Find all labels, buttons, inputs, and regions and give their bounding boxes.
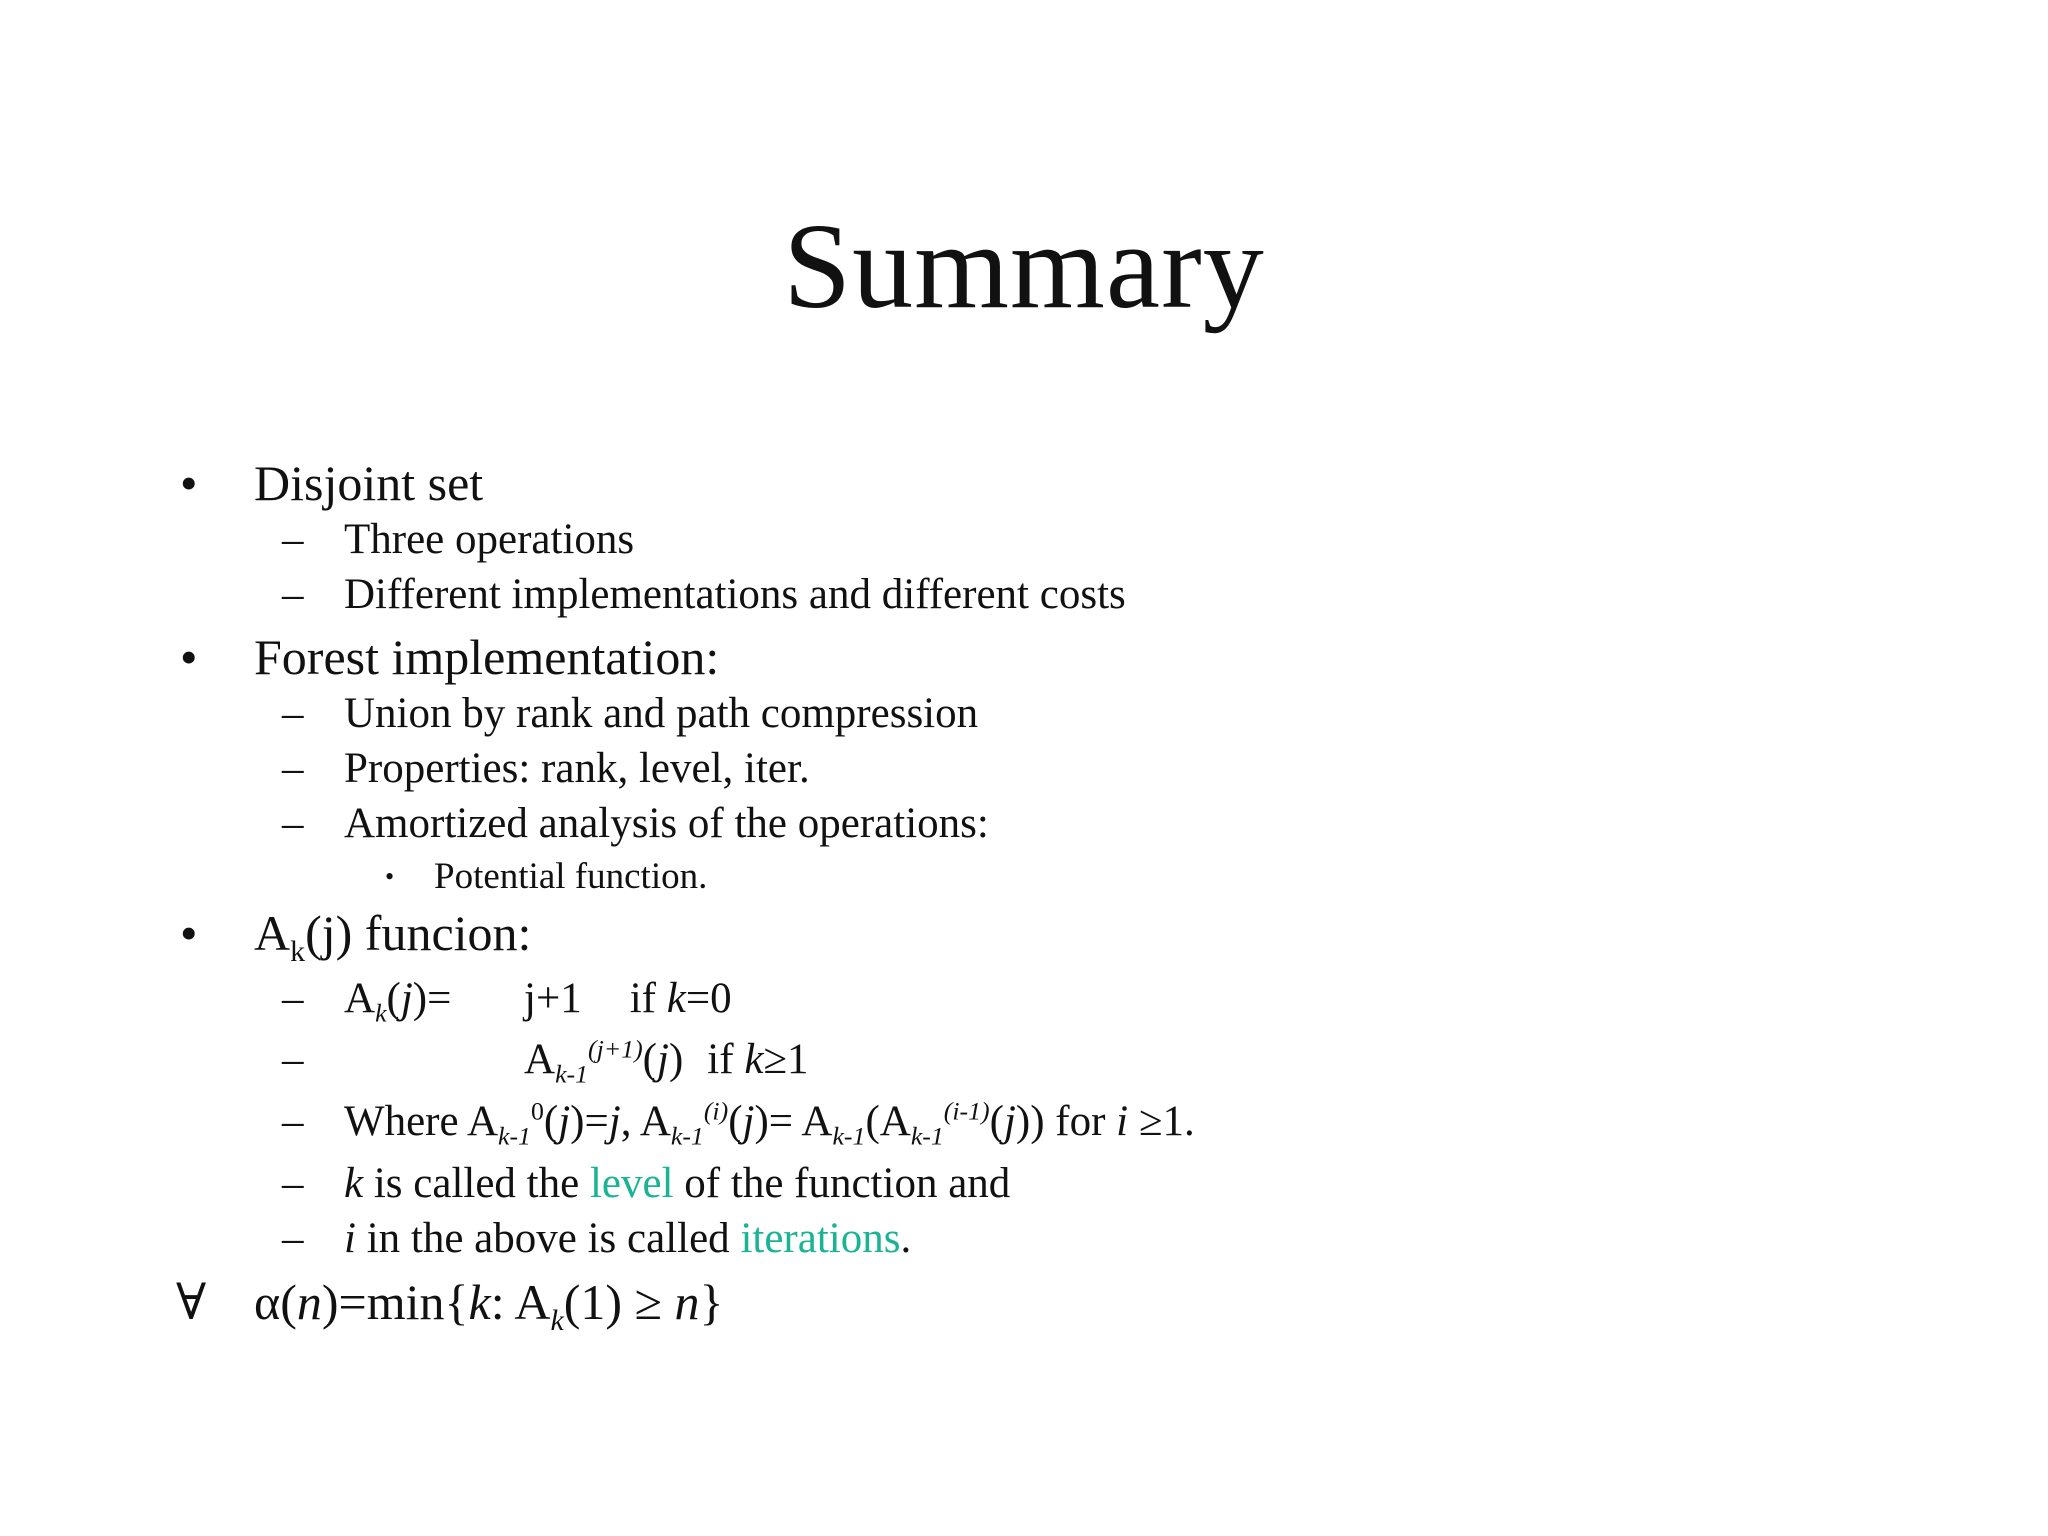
case0-cond-rest: =0: [685, 975, 732, 1022]
formula-case-0-rhs: [524, 977, 732, 1020]
alpha-n: n: [296, 1274, 322, 1330]
where-part: (: [543, 1098, 559, 1145]
alpha-part: (1) ≥: [563, 1274, 675, 1330]
alpha-sub-k: k: [550, 1304, 564, 1337]
dash-marker: –: [282, 571, 304, 618]
dash-marker: –: [282, 745, 304, 792]
where-part: )=: [570, 1098, 609, 1145]
alpha-part: }: [699, 1274, 724, 1330]
iter-post: .: [900, 1215, 912, 1262]
bullet-marker: •: [180, 629, 198, 685]
item-union-by-rank: Union by rank and path compression: [344, 690, 979, 737]
where-part: (: [989, 1098, 1004, 1145]
bullet-marker: •: [180, 455, 198, 511]
dash-marker: –: [282, 1215, 304, 1262]
dash-marker: –: [282, 690, 304, 737]
alpha-part: )=min{: [321, 1274, 469, 1330]
alpha-k: k: [468, 1274, 491, 1330]
case0-a: A: [344, 975, 376, 1022]
formula-where: [344, 1096, 1195, 1151]
where-sup: (i): [703, 1096, 729, 1126]
where-j: j: [608, 1098, 621, 1145]
case1-if: if: [707, 1036, 745, 1083]
item-ak-function-heading: [254, 905, 532, 968]
bullet-marker: •: [385, 862, 395, 891]
where-part: )= A: [754, 1098, 833, 1145]
where-sub: k-1: [832, 1121, 866, 1151]
where-sup: 0: [530, 1096, 544, 1126]
where-sup: (i-1): [943, 1096, 990, 1126]
item-disjoint-set: Disjoint set: [254, 455, 484, 511]
dash-marker: –: [282, 1036, 304, 1083]
dash-marker: –: [282, 516, 304, 563]
iter-i: i: [344, 1215, 356, 1262]
case0-value: j+1: [524, 975, 582, 1022]
formula-case-0-lhs: [344, 975, 452, 1028]
dash-marker: –: [282, 1160, 304, 1207]
level-post: of the function and: [673, 1160, 1011, 1207]
where-part: , A: [620, 1098, 671, 1145]
case1-close: ): [668, 1036, 684, 1083]
formula-case-1: [524, 1034, 809, 1089]
alpha-n: n: [674, 1274, 700, 1330]
case1-j: j: [657, 1036, 669, 1083]
level-highlight: level: [589, 1160, 674, 1207]
alpha-part: : A: [490, 1274, 551, 1330]
where-part: )) for: [1015, 1098, 1117, 1145]
iter-highlight: iterations: [740, 1215, 901, 1262]
case0-close: )=: [412, 975, 452, 1022]
where-part: (: [728, 1098, 743, 1145]
level-pre: is called the: [363, 1160, 590, 1207]
dash-marker: –: [282, 800, 304, 847]
case0-j: j: [400, 975, 413, 1022]
case0-open: (: [386, 975, 401, 1022]
where-sub: k-1: [670, 1121, 704, 1151]
where-i: i: [1116, 1098, 1129, 1145]
case1-sub: k-1: [555, 1059, 589, 1089]
case1-cond-rest: ≥1: [763, 1036, 809, 1083]
item-level: [344, 1162, 1010, 1205]
dash-marker: –: [282, 975, 304, 1022]
level-k: k: [344, 1160, 364, 1207]
where-j: j: [558, 1098, 571, 1145]
item-amortized-analysis: Amortized analysis of the operations:: [344, 800, 989, 847]
where-j: j: [1003, 1098, 1016, 1145]
heading-a: A: [254, 905, 291, 961]
item-forest-implementation: Forest implementation:: [254, 629, 720, 685]
item-iterations: [344, 1217, 911, 1260]
where-sub: k-1: [498, 1121, 531, 1151]
iter-pre: in the above is called: [355, 1215, 741, 1262]
alpha-part: α(: [254, 1274, 297, 1330]
case1-open: (: [642, 1036, 657, 1083]
bullet-marker: •: [180, 905, 198, 961]
forall-marker: ∀: [176, 1274, 207, 1330]
case1-cond-k: k: [744, 1036, 764, 1083]
case0-if: if: [629, 975, 667, 1022]
where-part: ≥1.: [1128, 1098, 1195, 1145]
case0-sub-k: k: [375, 998, 387, 1028]
item-different-implementations: Different implementations and different costs: [344, 571, 1126, 618]
case1-sup: (j+1): [588, 1034, 643, 1064]
where-part: Where A: [344, 1098, 499, 1145]
where-part: (A: [865, 1098, 911, 1145]
item-three-operations: Three operations: [344, 516, 635, 563]
dash-marker: –: [282, 1098, 304, 1145]
where-sub: k-1: [910, 1121, 944, 1151]
where-j: j: [742, 1098, 755, 1145]
item-potential-function: Potential function.: [434, 856, 708, 897]
heading-sub-k: k: [290, 935, 306, 968]
case1-a: A: [524, 1036, 556, 1083]
heading-suffix: (j) funcion:: [305, 905, 532, 961]
item-properties: Properties: rank, level, iter.: [344, 745, 810, 792]
case0-cond-k: k: [666, 975, 686, 1022]
formula-alpha: [254, 1274, 724, 1337]
slide-title: Summary: [783, 199, 1265, 334]
